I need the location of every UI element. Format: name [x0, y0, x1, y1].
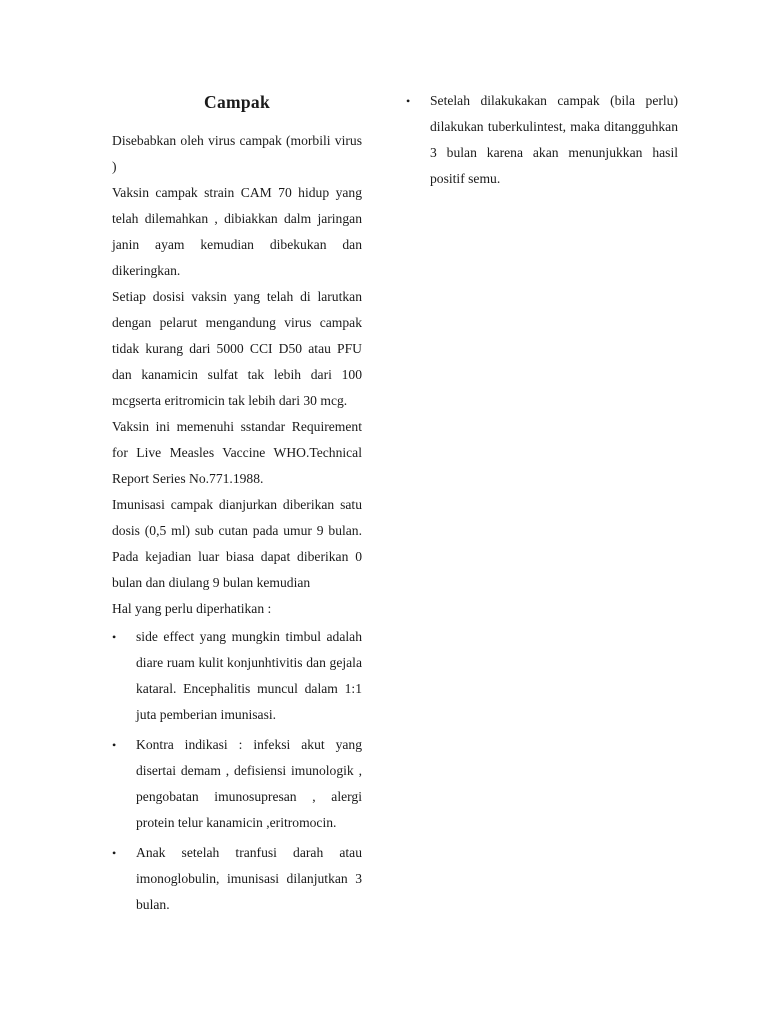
list-item: [112, 840, 362, 918]
bullet-icon: •: [112, 738, 117, 752]
left-column: [112, 88, 362, 922]
right-column: [406, 88, 678, 196]
list-item: [112, 732, 362, 836]
list-item: [112, 624, 362, 728]
bullet-list: [112, 624, 362, 918]
list-item-text: Setelah dilakukakan campak (bila perlu) dilakukan tuberkulintest, maka ditangguhkan 3 bulan karena akan menunjukkan hasil positif semu.: [430, 93, 678, 186]
bullet-icon: •: [112, 630, 117, 644]
list-item: [406, 88, 678, 192]
list-intro: Hal yang perlu diperhatikan :: [112, 601, 272, 616]
paragraph: Imunisasi campak dianjurkan diberikan satu dosis (0,5 ml) sub cutan pada umur 9 bulan. Pada kejadian luar biasa dapat diberikan 0 bulan dan diulang 9 bulan kemudian: [112, 497, 362, 590]
paragraph: Disebabkan oleh virus campak (morbili virus ): [112, 133, 362, 174]
bullet-list: [406, 88, 678, 192]
bullet-icon: •: [112, 846, 117, 860]
list-item-text: Anak setelah tranfusi darah atau imonoglobulin, imunisasi dilanjutkan 3 bulan.: [136, 845, 362, 912]
list-item-text: Kontra indikasi : infeksi akut yang disertai demam , defisiensi imunologik , pengobatan imunosupresan , alergi protein telur kanamicin ,eritromocin.: [136, 737, 362, 830]
bullet-icon: •: [406, 94, 411, 108]
list-item-text: side effect yang mungkin timbul adalah diare ruam kulit konjunhtivitis dan gejala kataral. Encephalitis muncul dalam 1:1 juta pemberian imunisasi.: [136, 629, 362, 722]
paragraph: Setiap dosisi vaksin yang telah di larutkan dengan pelarut mengandung virus campak tidak kurang dari 5000 CCI D50 atau PFU dan kanamicin sulfat tak lebih dari 100 mcgserta eritromicin tak lebih dari 30 mcg.: [112, 289, 362, 408]
page-title: Campak: [204, 92, 270, 112]
paragraph: Vaksin ini memenuhi sstandar Requirement for Live Measles Vaccine WHO.Technical Report Series No.771.1988.: [112, 419, 362, 486]
paragraph: Vaksin campak strain CAM 70 hidup yang telah dilemahkan , dibiakkan dalm jaringan janin ayam kemudian dibekukan dan dikeringkan.: [112, 185, 362, 278]
